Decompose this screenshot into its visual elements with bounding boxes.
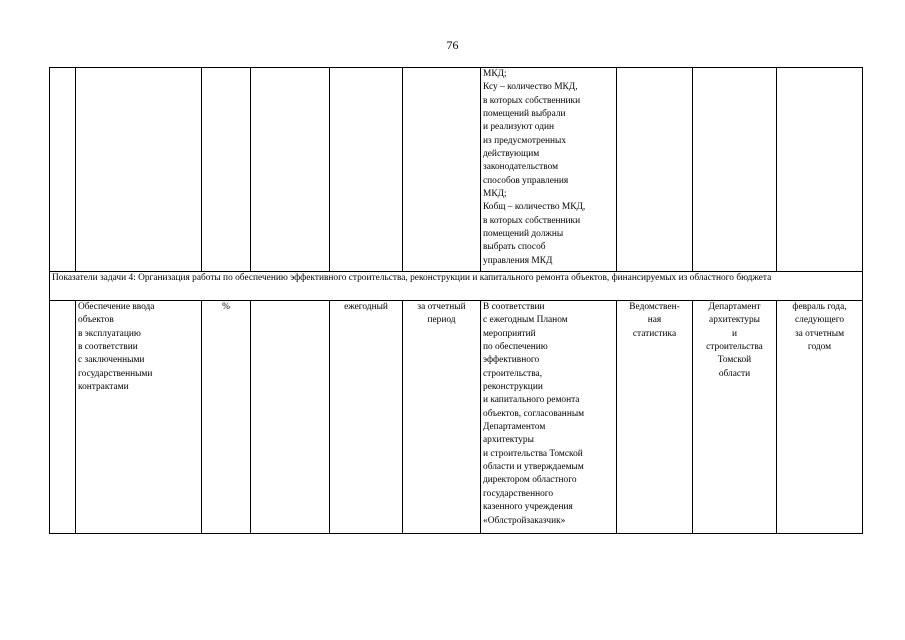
- cell-empty: [330, 68, 403, 272]
- section-header: Показатели задачи 4: Организация работы по обеспечению эффективного строительства, реконструкции и капитального ремонта объектов, финансируемых из областного бюджета: [50, 272, 863, 301]
- indicator-definition: [251, 301, 330, 534]
- indicator-time-characteristic-cell: [403, 301, 481, 534]
- section-header-row: [50, 272, 863, 301]
- indicator-responsible-cell: [693, 301, 777, 534]
- indicators-table: [49, 67, 863, 534]
- indicator-method: В соответствии с ежегодным Планом мероприятий по обеспечению эффективного строительства, реконструкции и капитального ремонта объектов, согласованным Департаментом архитектуры и строительства Томской области и утверждаемым директором областного государственного казенного учреждения «Облстройзаказчик»: [483, 302, 585, 526]
- indicator-deadline: февраль года, следующего за отчетным годом: [792, 302, 847, 353]
- indicator-deadline-cell: [777, 301, 863, 534]
- indicator-data-source-cell: [617, 301, 693, 534]
- cell-empty: [403, 68, 481, 272]
- page-number: 76: [446, 38, 459, 52]
- indicator-data-source: Ведомствен- ная статистика: [629, 302, 680, 339]
- cell-empty: [76, 68, 202, 272]
- indicator-name: Обеспечение ввода объектов в эксплуатацию в соответствии с заключенными государственными контрактами: [78, 302, 155, 393]
- continuation-row: [50, 68, 863, 272]
- indicator-time-characteristic: за отчетный период: [417, 302, 466, 326]
- cell-empty: [777, 68, 863, 272]
- indicator-number: [50, 301, 76, 534]
- indicator-name-cell: [76, 301, 202, 534]
- cell-empty: [251, 68, 330, 272]
- continuation-method-text: МКД; Ксу – количество МКД, в которых собственники помещений выбрали и реализуют один из предусмотренных действующим законодательством способов управления МКД; Кобщ – количество МКД, в которых собственники помещений должны выбрать способ управления МКД: [483, 69, 586, 266]
- cell-empty: [617, 68, 693, 272]
- indicator-responsible: Департамент архитектуры и строительства Томской области: [706, 302, 763, 379]
- continuation-method-cell: [481, 68, 617, 272]
- indicator-periodicity: ежегодный: [330, 301, 403, 534]
- indicator-row: [50, 301, 863, 534]
- cell-empty: [693, 68, 777, 272]
- indicator-method-cell: [481, 301, 617, 534]
- cell-empty: [202, 68, 251, 272]
- cell-empty: [50, 68, 76, 272]
- indicator-unit: %: [202, 301, 251, 534]
